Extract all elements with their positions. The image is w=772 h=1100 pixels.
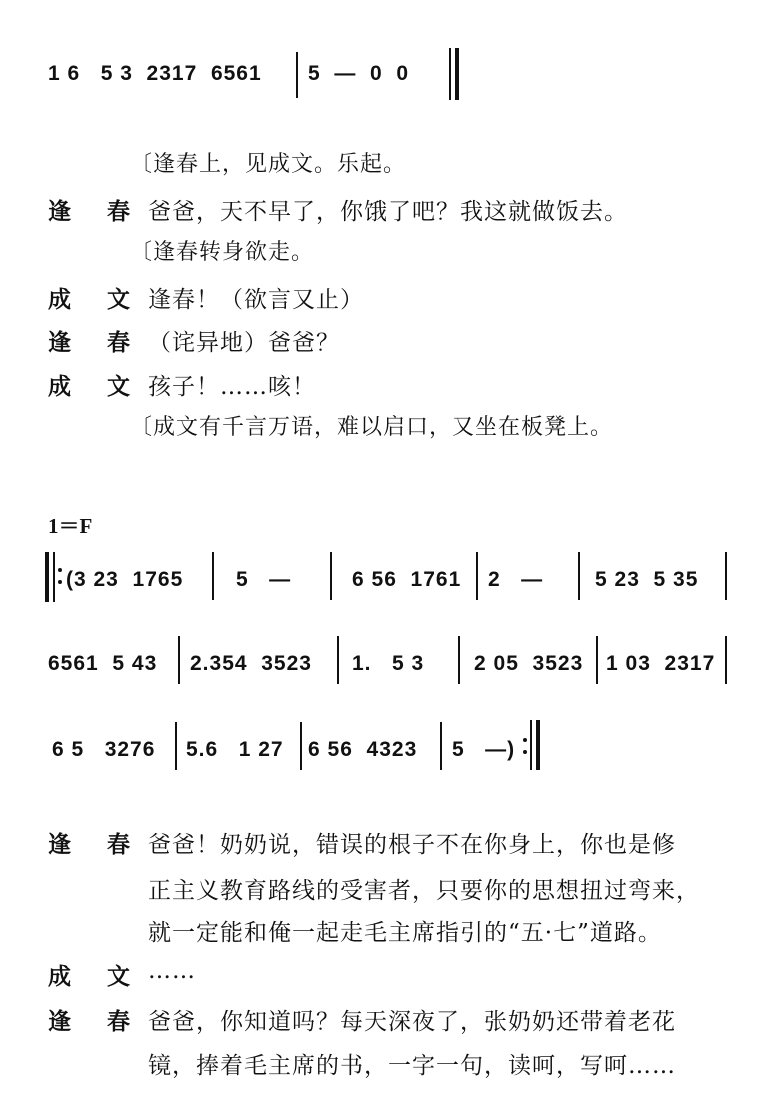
score-measure: 5 23 5 35 (595, 568, 699, 591)
speaker-label: 逢 春 (48, 198, 145, 225)
barline (596, 636, 598, 684)
score-measure: 5.6 1 27 (186, 738, 284, 761)
speaker-label: 逢 春 (48, 329, 145, 356)
speaker-label: 逢 春 (48, 1008, 145, 1035)
barline (300, 722, 302, 770)
barline (330, 552, 332, 600)
barline (725, 552, 727, 600)
barline (458, 636, 460, 684)
repeat-dot (523, 738, 527, 742)
stage-direction: 〔成文有千言万语，难以启口，又坐在板凳上。 (130, 415, 614, 440)
repeat-dot (58, 580, 62, 584)
barline (178, 636, 180, 684)
score-measure: 1. 5 3 (352, 652, 425, 675)
barline (440, 722, 442, 770)
score-measure: 6 5 3276 (52, 738, 156, 761)
speaker-label: 成 文 (48, 963, 145, 990)
score-measure: 1 6 5 3 2317 6561 (48, 62, 262, 85)
score-measure: 6561 5 43 (48, 652, 158, 675)
repeat-end-barline (536, 720, 540, 770)
dialogue-line: 孩子！……咳！ (148, 374, 316, 400)
barline (175, 722, 177, 770)
dialogue-line: …… (148, 958, 196, 984)
barline (53, 552, 55, 602)
score-measure: 5 —) (452, 738, 516, 761)
barline (476, 552, 478, 600)
final-barline (455, 48, 459, 100)
dialogue-line: 爸爸，你知道吗？每天深夜了，张奶奶还带着老花 (148, 1009, 676, 1035)
barline (530, 720, 532, 770)
barline (212, 552, 214, 600)
speaker-label: 成 文 (48, 286, 145, 313)
repeat-dot (58, 568, 62, 572)
score-measure: 6 56 1761 (352, 568, 462, 591)
dialogue-line: （诧异地）爸爸？ (148, 330, 340, 356)
score-measure: 1 03 2317 (606, 652, 716, 675)
repeat-start-barline (45, 552, 49, 602)
barline (578, 552, 580, 600)
dialogue-line: 镜，捧着毛主席的书，一字一句，读呵，写呵…… (148, 1053, 676, 1079)
score-measure: (3 23 1765 (66, 568, 184, 591)
speaker-label: 成 文 (48, 373, 145, 400)
dialogue-line: 爸爸！奶奶说，错误的根子不在你身上，你也是修 (148, 832, 676, 858)
score-measure: 2 — (488, 568, 544, 591)
dialogue-line: 爸爸，天不早了，你饿了吧？我这就做饭去。 (148, 199, 628, 225)
score-measure: 5 — (236, 568, 292, 591)
barline (337, 636, 339, 684)
dialogue-line: 逢春！（欲言又止） (148, 287, 364, 313)
barline (296, 52, 298, 98)
stage-direction: 〔逢春转身欲走。 (130, 240, 315, 265)
dialogue-line: 就一定能和俺一起走毛主席指引的“五·七”道路。 (148, 920, 662, 946)
key-signature: 1＝F (48, 514, 93, 538)
repeat-dot (523, 750, 527, 754)
speaker-label: 逢 春 (48, 831, 145, 858)
barline (449, 48, 451, 100)
barline (725, 636, 727, 684)
score-measure: 2.354 3523 (190, 652, 312, 675)
dialogue-line: 正主义教育路线的受害者，只要你的思想扭过弯来， (148, 878, 700, 904)
stage-direction: 〔逢春上，见成文。乐起。 (130, 152, 407, 177)
score-measure: 6 56 4323 (308, 738, 418, 761)
score-measure: 2 05 3523 (474, 652, 584, 675)
score-measure: 5 — 0 0 (308, 62, 410, 85)
